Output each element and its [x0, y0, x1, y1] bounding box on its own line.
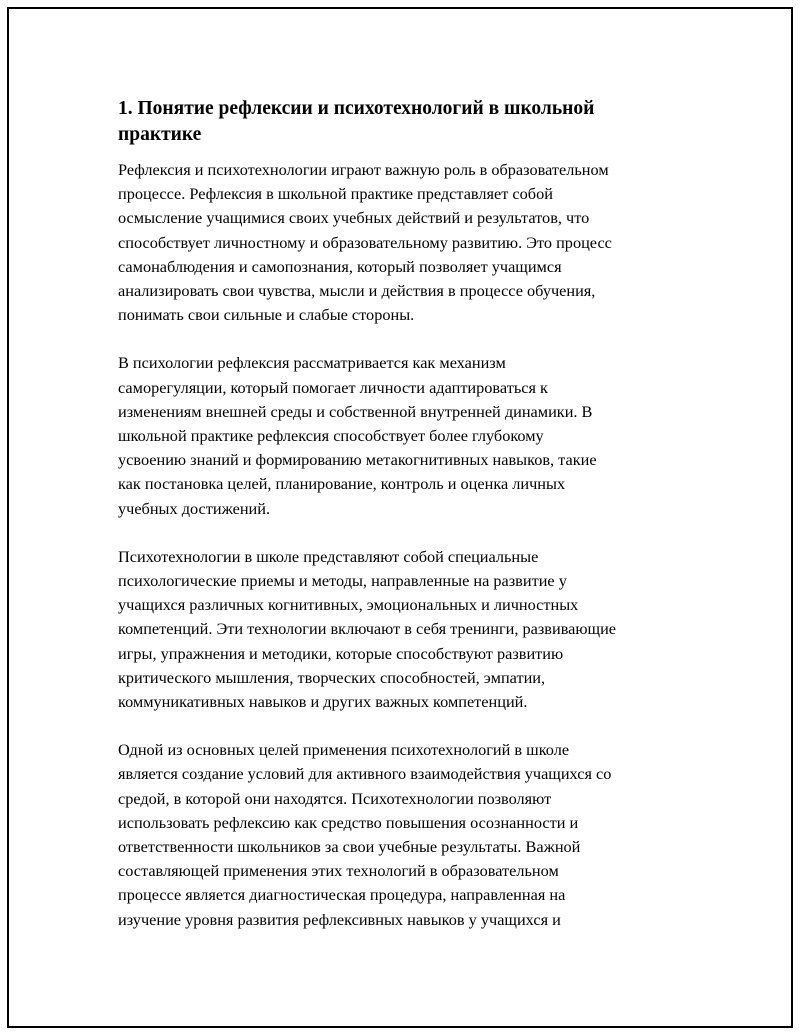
text-line: понимать свои сильные и слабые стороны.	[118, 305, 415, 325]
text-line: самонаблюдения и самопознания, который позволяет учащимся	[118, 256, 562, 276]
text-line: изменениям внешней среды и собственной внутренней динамики. В	[118, 401, 593, 421]
text-line: Одной из основных целей применения психотехнологий в школе	[118, 740, 570, 760]
paragraph-4	[118, 738, 690, 932]
section-heading	[118, 96, 690, 148]
text-line: ответственности школьников за свои учебные результаты. Важной	[118, 837, 581, 857]
text-line: компетенций. Эти технологии включают в себя тренинги, развивающие	[118, 619, 617, 639]
paragraph-1	[118, 158, 690, 327]
text-line: Рефлексия и психотехнологии играют важную роль в образовательном	[118, 160, 609, 179]
text-line: игры, упражнения и методики, которые способствуют развитию	[118, 643, 564, 663]
text-line: способствует личностному и образовательному развитию. Это процесс	[118, 232, 612, 252]
text-line: коммуникативных навыков и других важных компетенций.	[118, 692, 528, 712]
text-line: составляющей применения этих технологий в образовательном	[118, 861, 559, 881]
heading-line: 1. Понятие рефлексии и психотехнологий в школьной	[118, 98, 595, 119]
text-line: учебных достижений.	[118, 498, 271, 518]
text-line: является создание условий для активного взаимодействия учащихся со	[118, 764, 612, 784]
text-line: использовать рефлексию как средство повышения осознанности и	[118, 812, 579, 832]
text-line: учащихся различных когнитивных, эмоциональных и личностных	[118, 595, 579, 615]
text-line: школьной практике рефлексия способствует более глубокому	[118, 426, 544, 446]
text-line: Психотехнологии в школе представляют собой специальные	[118, 546, 539, 566]
text-line: процессе. Рефлексия в школьной практике представляет собой	[118, 184, 553, 204]
text-line: анализировать свои чувства, мысли и действия в процессе обучения,	[118, 281, 596, 301]
text-line: усвоению знаний и формированию метакогнитивных навыков, такие	[118, 450, 597, 470]
paragraph-2	[118, 351, 690, 520]
heading-line: практике	[118, 124, 202, 145]
text-line: как постановка целей, планирование, контроль и оценка личных	[118, 474, 566, 494]
text-line: процессе является диагностическая процедура, направленная на	[118, 885, 566, 905]
text-line: изучение уровня развития рефлексивных навыков у учащихся и	[118, 909, 561, 929]
text-line: критического мышления, творческих способностей, эмпатии,	[118, 667, 546, 687]
text-line: средой, в которой они находятся. Психотехнологии позволяют	[118, 788, 552, 808]
paragraph-3	[118, 545, 690, 714]
text-line: саморегуляции, который помогает личности адаптироваться к	[118, 377, 548, 397]
text-line: осмысление учащимися своих учебных действий и результатов, что	[118, 208, 590, 228]
text-line: В психологии рефлексия рассматривается как механизм	[118, 353, 506, 373]
text-line: психологические приемы и методы, направленные на развитие у	[118, 571, 567, 591]
document-body	[118, 96, 690, 956]
